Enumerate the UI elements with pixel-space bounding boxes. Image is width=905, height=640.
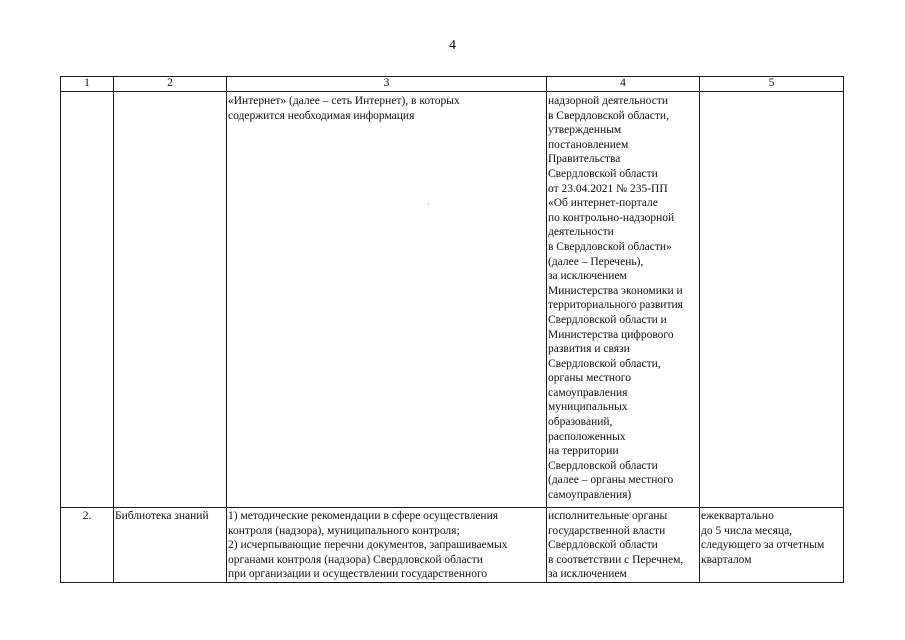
row2-description: 1) методические рекомендации в сфере осуществления контроля (надзора), муниципального контроля; 2) исчерпывающие перечни документов, запрашиваемых органами контроля (надзора) Свердловской области при организации и осуществлении государственного xyxy=(228,510,508,581)
header-bottom-border xyxy=(60,91,844,92)
header-col-3: 3 xyxy=(383,77,390,89)
header-col-5: 5 xyxy=(768,77,775,89)
table-left-border xyxy=(60,76,61,583)
row2-number: 2. xyxy=(82,510,92,522)
cont-row-description: «Интернет» (далее – сеть Интернет), в которых содержится необходимая информация xyxy=(228,95,460,122)
table-bottom-border xyxy=(60,582,844,583)
cont-row-responsible: надзорной деятельности в Свердловской области, утвержденным постановлением Правительства Свердловской области от 23.04.2021 № 235-ПП «Об интернет-портале по контрольно-надзорной деятельности в Свердловской области» (далее – Перечень), за исключением Министерства экономики и территориального развития Свердловской области и Министерства цифрового развития и связи Свердловской области, органы местного самоуправления муниципальных образований, расположенных на территории Свердловской области (далее – органы местного самоуправления) xyxy=(548,95,683,502)
content-table xyxy=(60,76,844,583)
column-divider-2 xyxy=(226,76,227,583)
row2-name: Библиотека знаний xyxy=(115,510,209,522)
header-col-2: 2 xyxy=(167,77,173,89)
header-col-4: 4 xyxy=(620,77,626,89)
column-divider-4 xyxy=(699,76,700,583)
column-divider-1 xyxy=(113,76,114,583)
page-number: 4 xyxy=(449,38,456,53)
row2-responsible: исполнительные органы государственной власти Свердловской области в соответствии с Перечнем, за исключением xyxy=(548,510,684,581)
header-col-1: 1 xyxy=(84,77,90,89)
column-divider-3 xyxy=(546,76,547,583)
table-right-border xyxy=(843,76,844,583)
row-separator xyxy=(60,507,844,508)
scan-speck xyxy=(428,204,429,205)
row2-deadline: ежеквартально до 5 числа месяца, следующего за отчетным кварталом xyxy=(701,510,825,566)
